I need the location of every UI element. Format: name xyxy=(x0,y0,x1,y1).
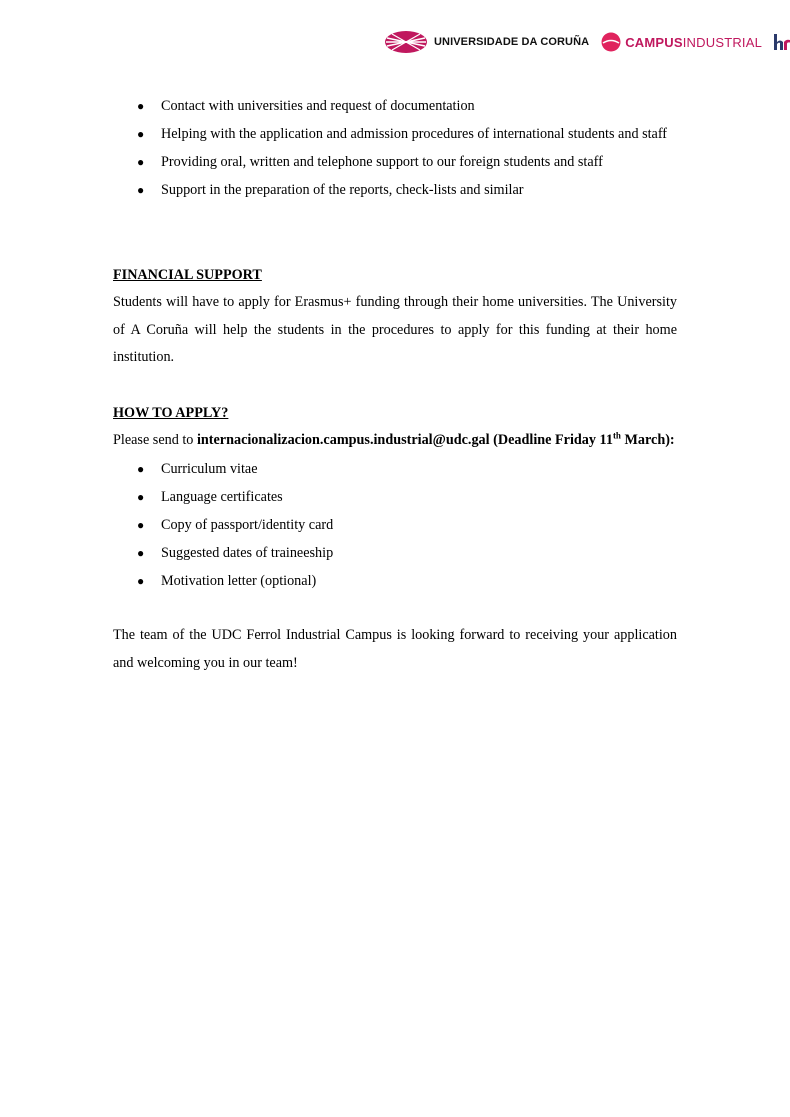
list-item-text: Language certificates xyxy=(161,489,283,505)
bullet-icon: ● xyxy=(137,155,145,169)
tasks-list xyxy=(113,92,677,204)
document-body xyxy=(113,92,677,677)
hr-logo-icon xyxy=(772,32,790,52)
list-item xyxy=(113,483,677,511)
apply-intro: Please send to xyxy=(113,431,194,448)
financial-support-heading: FINANCIAL SUPPORT xyxy=(113,267,262,283)
udc-emblem-icon xyxy=(384,30,428,54)
list-item-text: Curriculum vitae xyxy=(161,461,258,477)
apply-deadline xyxy=(493,429,675,448)
list-item xyxy=(113,511,677,539)
campus-industrial-logo xyxy=(601,32,762,52)
list-item xyxy=(113,120,677,148)
apply-documents-list xyxy=(113,455,677,595)
list-item-text: Suggested dates of traineeship xyxy=(161,545,334,561)
campus-text-part2: INDUSTRIAL xyxy=(682,34,763,50)
list-item-text: Copy of passport/identity card xyxy=(161,517,334,533)
campus-industrial-text xyxy=(625,35,762,50)
list-item xyxy=(113,539,677,567)
list-item xyxy=(113,148,677,176)
list-item-text: Contact with universities and request of documentation xyxy=(161,98,475,114)
deadline-text: (Deadline Friday 11 xyxy=(493,431,613,448)
list-item xyxy=(113,567,677,595)
apply-email[interactable]: internacionalizacion.campus.industrial@udc.gal xyxy=(196,431,490,448)
list-item xyxy=(113,92,677,120)
deadline-month: March): xyxy=(624,431,675,448)
header-logos xyxy=(384,28,790,56)
how-to-apply-heading: HOW TO APPLY? xyxy=(113,404,229,421)
apply-instructions xyxy=(113,427,677,455)
university-name: UNIVERSIDADE DA CORUÑA xyxy=(434,36,590,48)
list-item-text: Helping with the application and admission procedures of international students and staff xyxy=(161,126,668,142)
list-item-text: Providing oral, written and telephone support to our foreign students and staff xyxy=(161,154,603,170)
bullet-icon: ● xyxy=(137,574,145,588)
list-item xyxy=(113,176,677,204)
campus-text-part1: CAMPUS xyxy=(625,34,683,50)
udc-logo xyxy=(384,30,589,54)
bullet-icon: ● xyxy=(137,518,145,532)
bullet-icon: ● xyxy=(137,490,145,504)
list-item xyxy=(113,455,677,483)
bullet-icon: ● xyxy=(137,462,145,476)
campus-circle-icon xyxy=(601,32,621,52)
bullet-icon: ● xyxy=(137,183,145,197)
bullet-icon: ● xyxy=(137,99,145,113)
financial-support-text: Students will have to apply for Erasmus+ funding through their home universities. The University of A Coruña will help the students in the procedures to apply for this funding at their home institution. xyxy=(113,294,677,365)
closing-paragraph: The team of the UDC Ferrol Industrial Campus is looking forward to receiving your application and welcoming you in our team! xyxy=(113,627,677,671)
bullet-icon: ● xyxy=(137,546,145,560)
list-item-text: Motivation letter (optional) xyxy=(161,573,317,589)
deadline-superscript: th xyxy=(612,429,621,440)
list-item-text: Support in the preparation of the reports, check-lists and similar xyxy=(161,182,524,198)
bullet-icon: ● xyxy=(137,127,145,141)
